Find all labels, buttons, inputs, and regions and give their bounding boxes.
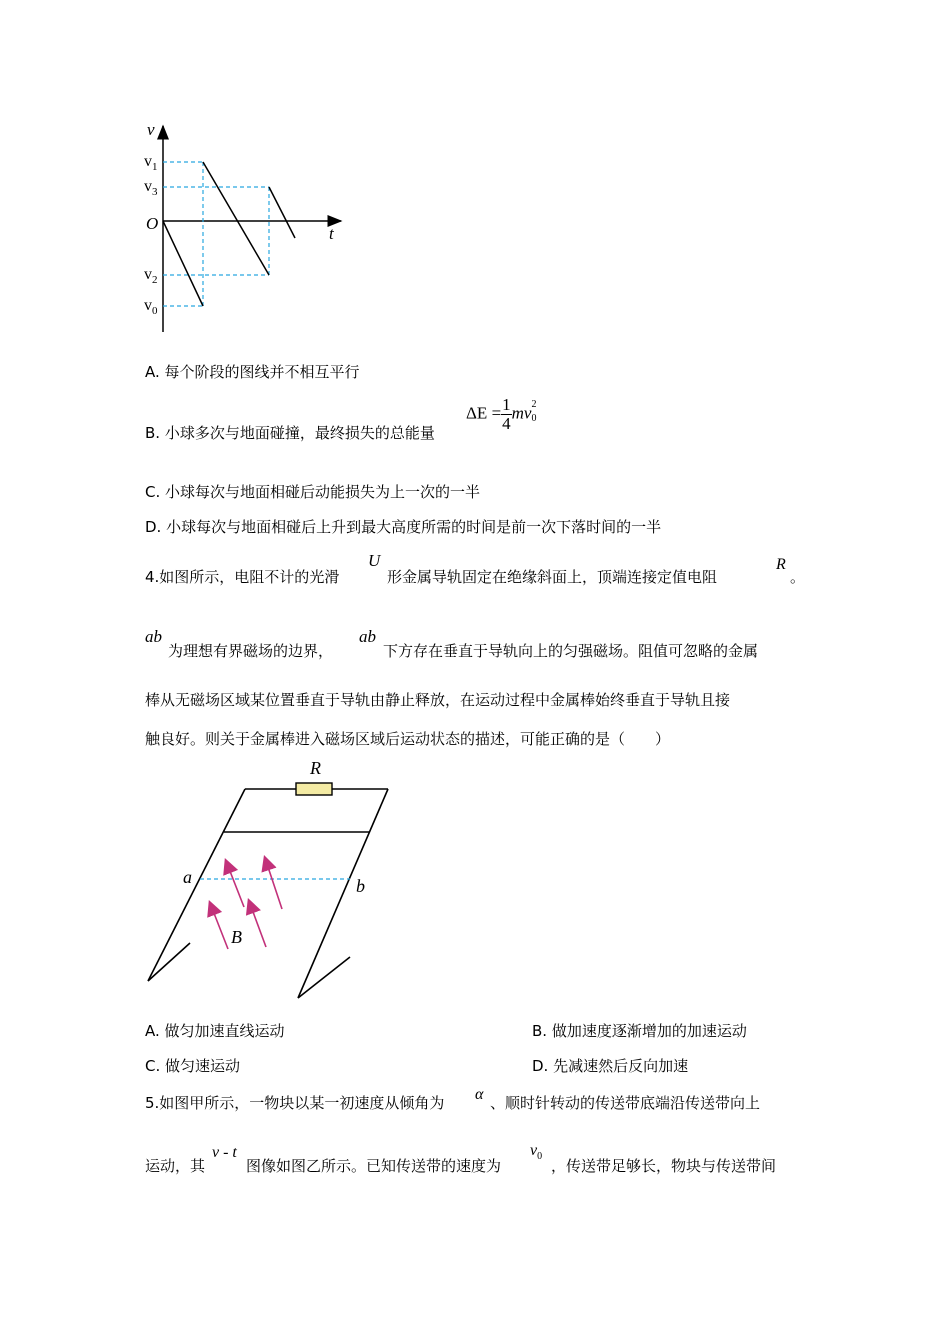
formula-sub: 0 — [531, 412, 537, 424]
q4-line1-a: 4.如图所示，电阻不计的光滑 — [145, 568, 340, 586]
label-a: a — [183, 867, 192, 887]
symbol-v-t: v - t — [212, 1144, 237, 1161]
label-v1: $v_1$ — [144, 153, 158, 173]
q5-line1-b: 、顺时针转动的传送带底端沿传送带向上 — [490, 1094, 761, 1112]
label-v0: $v_0$ — [144, 297, 158, 317]
q3-option-a: A. 每个阶段的图线并不相互平行 — [145, 363, 360, 381]
velocity-lines — [163, 162, 295, 306]
q4-line1-end: 。 — [790, 568, 806, 586]
symbol-alpha: α — [475, 1086, 484, 1103]
symbol-v0-base: v — [530, 1142, 538, 1159]
label-v2: $v_2$ — [144, 266, 158, 286]
q3-option-b-text: B. 小球多次与地面碰撞，最终损失的总能量 — [145, 424, 435, 442]
formula-sup: 2 — [531, 398, 537, 410]
q3-option-d: D. 小球每次与地面相碰后上升到最大高度所需的时间是前一次下落时间的一半 — [145, 518, 662, 536]
q4-option-b: B. 做加速度逐渐增加的加速运动 — [532, 1022, 747, 1040]
q4-line3: 棒从无磁场区域某位置垂直于导轨由静止释放，在运动过程中金属棒始终垂直于导轨且接 — [145, 691, 731, 709]
formula-den: 4 — [502, 414, 511, 433]
q4-option-a: A. 做匀加速直线运动 — [145, 1022, 285, 1040]
symbol-ab-2: ab — [359, 627, 376, 646]
q4-line4: 触良好。则关于金属棒进入磁场区域后运动状态的描述，可能正确的是（ ） — [145, 730, 671, 748]
q4-line1-b: 形金属导轨固定在绝缘斜面上，顶端连接定值电阻 — [387, 568, 718, 586]
rails — [148, 789, 388, 998]
vt-graph — [135, 118, 350, 333]
field-arrows — [210, 858, 282, 949]
formula-delta-e — [466, 396, 541, 433]
q5-line1-a: 5.如图甲所示，一物块以某一初速度从倾角为 — [145, 1094, 445, 1112]
q4-line2-b: 下方存在垂直于导轨向上的匀强磁场。阻值可忽略的金属 — [383, 642, 759, 660]
formula-lhs: ΔE = — [466, 403, 502, 423]
axis-v-label: v — [147, 120, 155, 139]
symbol-v0 — [530, 1142, 542, 1162]
symbol-r: R — [776, 556, 786, 573]
formula-subsup — [531, 398, 541, 425]
formula-num: 1 — [502, 395, 511, 414]
q3-option-b — [145, 423, 435, 443]
q4-option-d: D. 先减速然后反向加速 — [532, 1057, 689, 1075]
symbol-u: U — [368, 551, 381, 570]
symbol-ab-1: ab — [145, 627, 162, 646]
q4-line2-a: 为理想有界磁场的边界， — [168, 642, 334, 660]
label-v3: $v_3$ — [144, 178, 158, 198]
resistor — [296, 783, 332, 795]
q5-line2-c: ，传送带足够长，物块与传送带间 — [551, 1157, 777, 1175]
q3-option-c: C. 小球每次与地面相碰后动能损失为上一次的一半 — [145, 483, 481, 501]
symbol-v0-sub: 0 — [537, 1151, 543, 1163]
formula-fraction — [501, 396, 512, 433]
formula-mv: mv — [511, 403, 532, 423]
rail-diagram — [140, 755, 400, 1005]
label-b: b — [356, 876, 365, 896]
q4-option-c: C. 做匀速运动 — [145, 1057, 241, 1075]
label-b-field: B — [231, 927, 242, 947]
axis-t-label: t — [329, 224, 334, 243]
label-r: R — [310, 758, 321, 778]
q5-line2-b: 图像如图乙所示。已知传送带的速度为 — [246, 1157, 502, 1175]
q5-line2-a: 运动，其 — [145, 1157, 206, 1175]
origin-label: O — [146, 214, 159, 233]
